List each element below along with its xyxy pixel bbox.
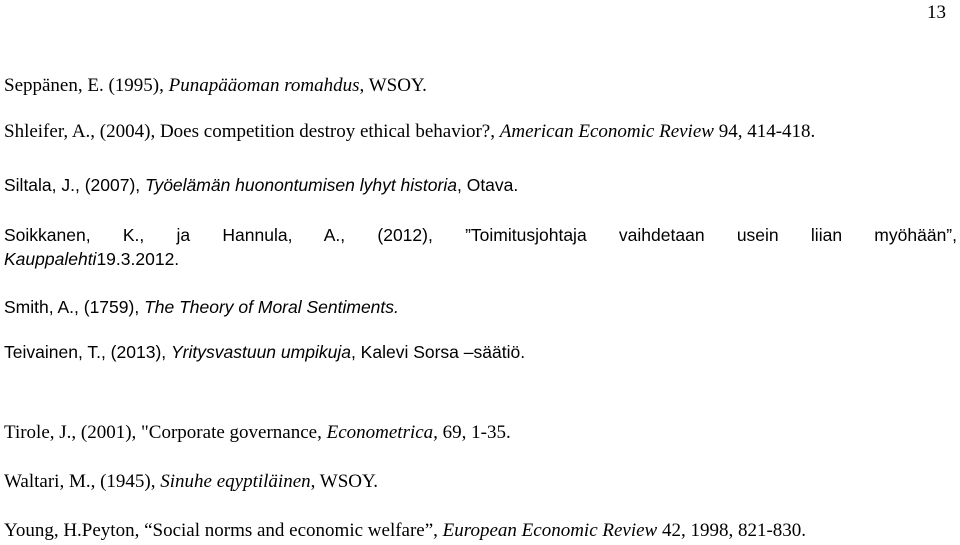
reference-soikkanen-continued xyxy=(4,248,179,270)
reference-author: Smith, A., (1759), xyxy=(4,297,145,317)
reference-rest: 94, 414-418. xyxy=(713,121,816,142)
reference-title: American Economic Review xyxy=(499,121,714,142)
reference-rest: , WSOY. xyxy=(359,75,427,96)
reference-rest: 69, 1-35. xyxy=(437,422,511,443)
reference-teivainen xyxy=(4,341,525,363)
reference-seppanen xyxy=(4,75,427,97)
reference-rest: , Kalevi Sorsa –säätiö. xyxy=(350,342,526,362)
page-number: 13 xyxy=(927,2,946,23)
reference-title: Kauppalehti xyxy=(4,249,97,269)
reference-rest: 42, 1998, 821-830. xyxy=(657,520,807,541)
reference-title: The Theory of Moral Sentiments. xyxy=(144,297,399,317)
reference-tirole xyxy=(4,422,511,444)
reference-shleifer xyxy=(4,121,815,143)
reference-title: Punapääoman romahdus xyxy=(168,75,360,96)
reference-title: Yritysvastuun umpikuja xyxy=(171,342,351,362)
reference-title: European Economic Review xyxy=(442,520,658,541)
reference-soikkanen xyxy=(4,224,957,246)
reference-author: Seppänen, E. (1995), xyxy=(4,75,169,96)
reference-author: Waltari, M., (1945), xyxy=(4,471,161,492)
reference-rest: , Otava. xyxy=(456,175,519,195)
reference-title: Econometrica, xyxy=(326,422,438,443)
reference-smith xyxy=(4,296,399,318)
reference-rest: 19.3.2012. xyxy=(96,249,180,269)
reference-waltari xyxy=(4,471,378,493)
reference-author: Tirole, J., (2001), "Corporate governance, xyxy=(4,422,327,443)
reference-author: Young, H.Peyton, “Social norms and economic welfare”, xyxy=(4,520,443,541)
reference-author: Soikkanen, K., ja Hannula, A., (2012), ”Toimitusjohtaja vaihdetaan usein liian myöhään”, xyxy=(4,225,957,245)
reference-title: Työelämän huonontumisen lyhyt historia xyxy=(145,175,457,195)
reference-rest: , WSOY. xyxy=(310,471,379,492)
reference-author: Teivainen, T., (2013), xyxy=(4,342,171,362)
reference-siltala xyxy=(4,174,518,196)
reference-young xyxy=(4,520,806,542)
reference-title: Sinuhe eqyptiläinen xyxy=(160,471,311,492)
reference-author: Siltala, J., (2007), xyxy=(4,175,146,195)
reference-author: Shleifer, A., (2004), Does competition destroy ethical behavior?, xyxy=(4,121,500,142)
